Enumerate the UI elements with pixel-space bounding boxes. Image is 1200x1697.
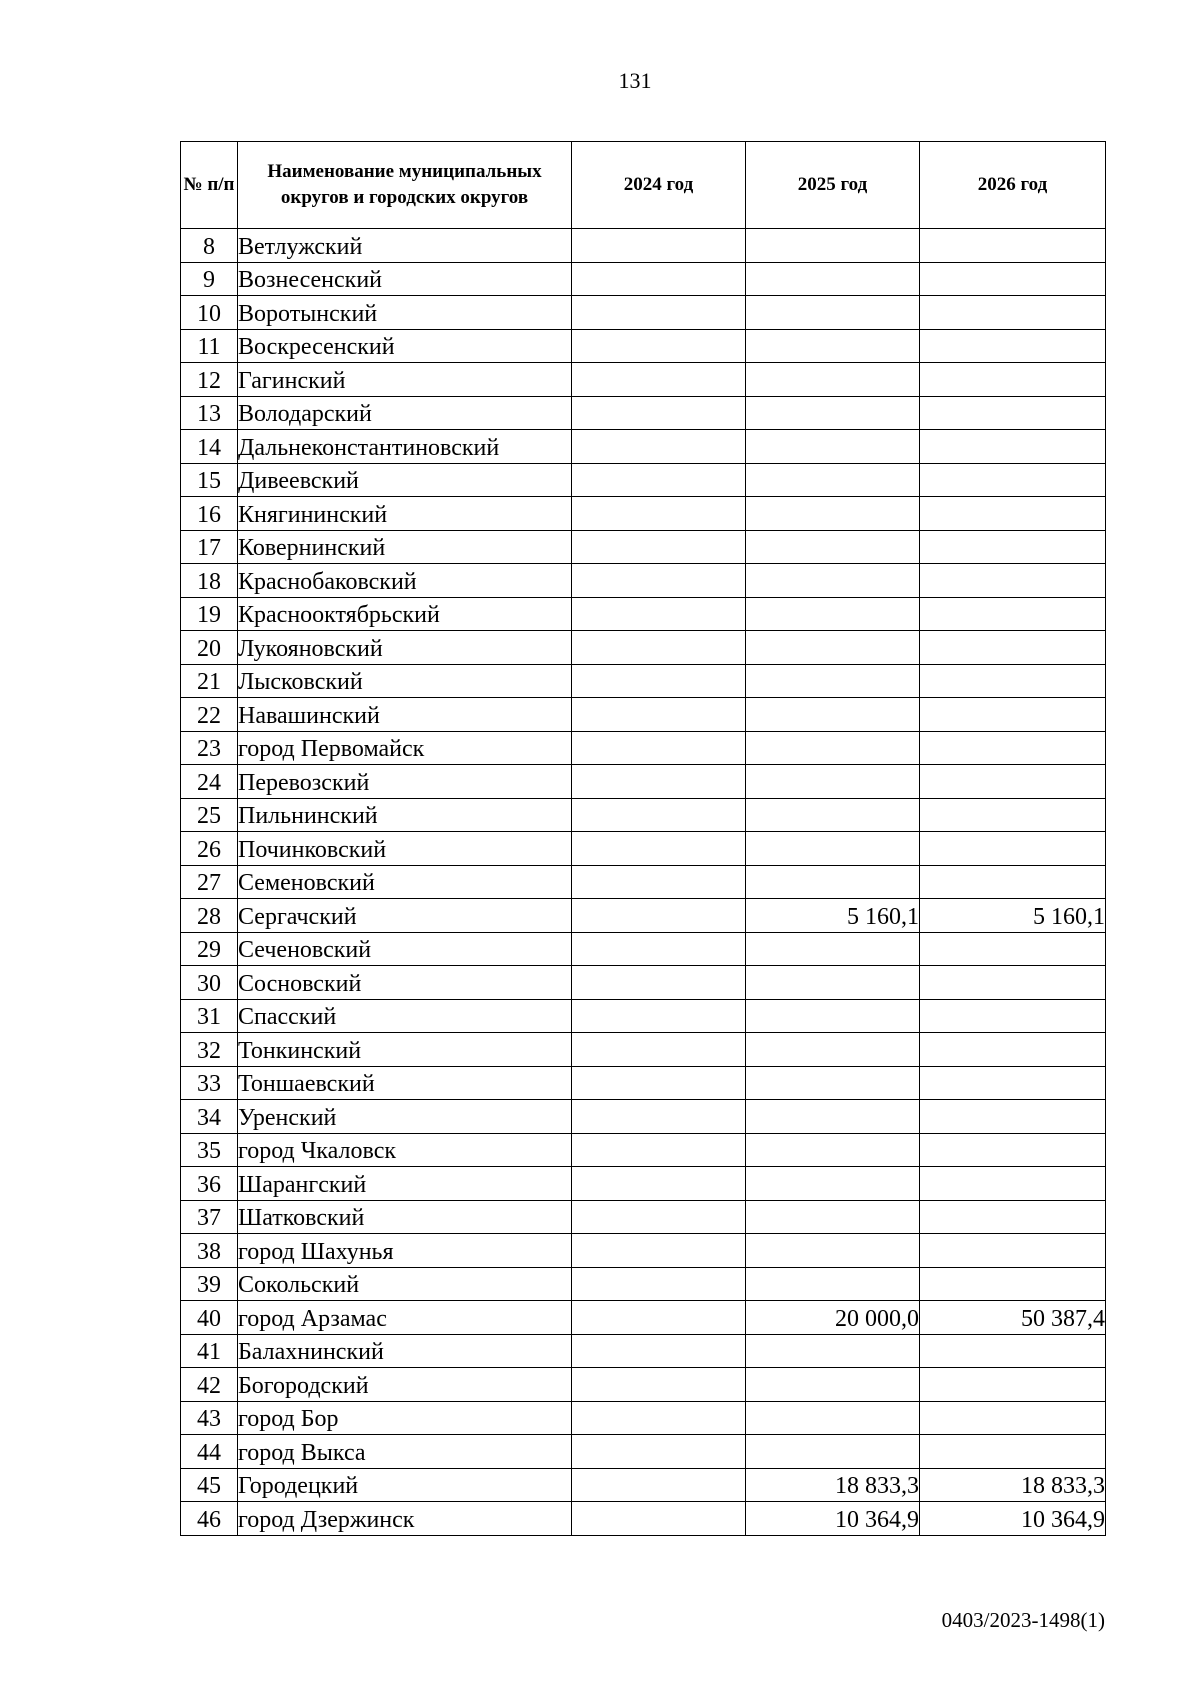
table-header-row [181, 142, 1106, 229]
value-2026 [920, 1368, 1106, 1402]
table-row [181, 1267, 1106, 1301]
value-2025 [746, 1435, 920, 1469]
row-number: 35 [181, 1133, 238, 1167]
value-2026 [920, 430, 1106, 464]
value-2026 [920, 296, 1106, 330]
value-2026 [920, 497, 1106, 531]
row-name: Володарский [238, 396, 572, 430]
row-number: 45 [181, 1468, 238, 1502]
value-2024 [572, 798, 746, 832]
row-number: 27 [181, 865, 238, 899]
table-row [181, 497, 1106, 531]
row-number: 34 [181, 1100, 238, 1134]
value-2026: 18 833,3 [920, 1468, 1106, 1502]
row-number: 33 [181, 1066, 238, 1100]
value-2026 [920, 597, 1106, 631]
value-2026 [920, 564, 1106, 598]
value-2026 [920, 1234, 1106, 1268]
row-number: 11 [181, 329, 238, 363]
row-number: 25 [181, 798, 238, 832]
value-2024 [572, 296, 746, 330]
value-2025 [746, 463, 920, 497]
value-2024 [572, 832, 746, 866]
table-row [181, 899, 1106, 933]
row-name: Гагинский [238, 363, 572, 397]
value-2024 [572, 463, 746, 497]
table-row [181, 229, 1106, 263]
row-number: 26 [181, 832, 238, 866]
row-number: 9 [181, 262, 238, 296]
table-row [181, 430, 1106, 464]
row-name: Краснобаковский [238, 564, 572, 598]
row-name: Сеченовский [238, 932, 572, 966]
value-2026 [920, 966, 1106, 1000]
row-name: Воскресенский [238, 329, 572, 363]
value-2024 [572, 1267, 746, 1301]
value-2025: 20 000,0 [746, 1301, 920, 1335]
value-2026 [920, 765, 1106, 799]
table-row [181, 1200, 1106, 1234]
row-name: Сосновский [238, 966, 572, 1000]
row-number: 32 [181, 1033, 238, 1067]
row-name: Ковернинский [238, 530, 572, 564]
row-name: Семеновский [238, 865, 572, 899]
table-row [181, 1066, 1106, 1100]
value-2026 [920, 229, 1106, 263]
row-name: Лукояновский [238, 631, 572, 665]
value-2024 [572, 430, 746, 464]
row-name: Спасский [238, 999, 572, 1033]
value-2024 [572, 1167, 746, 1201]
row-number: 37 [181, 1200, 238, 1234]
row-name: Лысковский [238, 664, 572, 698]
row-number: 44 [181, 1435, 238, 1469]
row-name: Княгининский [238, 497, 572, 531]
table-body [181, 229, 1106, 1536]
value-2024 [572, 597, 746, 631]
table-row [181, 698, 1106, 732]
row-name: город Выкса [238, 1435, 572, 1469]
value-2024 [572, 1468, 746, 1502]
row-name: город Шахунья [238, 1234, 572, 1268]
value-2025 [746, 229, 920, 263]
row-number: 36 [181, 1167, 238, 1201]
value-2025 [746, 832, 920, 866]
value-2025 [746, 731, 920, 765]
value-2026 [920, 932, 1106, 966]
value-2026 [920, 798, 1106, 832]
table-row [181, 999, 1106, 1033]
row-name: Вознесенский [238, 262, 572, 296]
value-2026 [920, 1267, 1106, 1301]
value-2024 [572, 966, 746, 1000]
row-number: 16 [181, 497, 238, 531]
value-2025 [746, 296, 920, 330]
table-row [181, 1100, 1106, 1134]
table-row [181, 1033, 1106, 1067]
row-name: Богородский [238, 1368, 572, 1402]
value-2025 [746, 1368, 920, 1402]
budget-table [180, 141, 1106, 1536]
value-2025 [746, 530, 920, 564]
value-2025 [746, 564, 920, 598]
value-2024 [572, 1133, 746, 1167]
value-2025 [746, 1401, 920, 1435]
row-name: Краснооктябрьский [238, 597, 572, 631]
value-2024 [572, 1401, 746, 1435]
value-2025 [746, 932, 920, 966]
row-number: 12 [181, 363, 238, 397]
row-number: 24 [181, 765, 238, 799]
row-name: Городецкий [238, 1468, 572, 1502]
table-row [181, 1133, 1106, 1167]
value-2024 [572, 1502, 746, 1536]
value-2025 [746, 1133, 920, 1167]
row-number: 15 [181, 463, 238, 497]
value-2024 [572, 999, 746, 1033]
table-row [181, 1468, 1106, 1502]
value-2024 [572, 1033, 746, 1067]
value-2024 [572, 363, 746, 397]
row-name: Перевозский [238, 765, 572, 799]
row-name: Тоншаевский [238, 1066, 572, 1100]
row-number: 13 [181, 396, 238, 430]
value-2024 [572, 329, 746, 363]
table-row [181, 1167, 1106, 1201]
row-number: 38 [181, 1234, 238, 1268]
value-2026 [920, 832, 1106, 866]
value-2025 [746, 1234, 920, 1268]
table-row [181, 631, 1106, 665]
value-2026 [920, 1066, 1106, 1100]
table-row [181, 564, 1106, 598]
table-row [181, 396, 1106, 430]
table-row [181, 1401, 1106, 1435]
value-2026 [920, 1133, 1106, 1167]
value-2025 [746, 966, 920, 1000]
value-2025 [746, 497, 920, 531]
value-2024 [572, 865, 746, 899]
row-number: 46 [181, 1502, 238, 1536]
value-2024 [572, 530, 746, 564]
row-number: 17 [181, 530, 238, 564]
table-row [181, 798, 1106, 832]
value-2025 [746, 798, 920, 832]
table-row [181, 329, 1106, 363]
row-number: 30 [181, 966, 238, 1000]
value-2024 [572, 262, 746, 296]
value-2026 [920, 1435, 1106, 1469]
table-row [181, 363, 1106, 397]
table-row [181, 731, 1106, 765]
row-number: 41 [181, 1334, 238, 1368]
table-row [181, 1234, 1106, 1268]
value-2025 [746, 664, 920, 698]
value-2025 [746, 1066, 920, 1100]
value-2024 [572, 1234, 746, 1268]
value-2025 [746, 597, 920, 631]
value-2026 [920, 1334, 1106, 1368]
value-2025: 5 160,1 [746, 899, 920, 933]
value-2024 [572, 698, 746, 732]
value-2026 [920, 530, 1106, 564]
row-name: город Дзержинск [238, 1502, 572, 1536]
row-name: город Первомайск [238, 731, 572, 765]
value-2024 [572, 731, 746, 765]
row-name: Дальнеконстантиновский [238, 430, 572, 464]
header-name: Наименование муниципальных округов и городских округов [238, 142, 572, 229]
row-number: 14 [181, 430, 238, 464]
document-code: 0403/2023-1498(1) [941, 1608, 1105, 1632]
value-2026 [920, 865, 1106, 899]
header-num: № п/п [181, 142, 238, 229]
value-2025 [746, 999, 920, 1033]
row-name: Тонкинский [238, 1033, 572, 1067]
value-2026 [920, 1100, 1106, 1134]
table-row [181, 1502, 1106, 1536]
row-name: Воротынский [238, 296, 572, 330]
row-name: Навашинский [238, 698, 572, 732]
row-name: Балахнинский [238, 1334, 572, 1368]
row-name: Шарангский [238, 1167, 572, 1201]
row-name: город Бор [238, 1401, 572, 1435]
value-2026 [920, 1401, 1106, 1435]
row-number: 29 [181, 932, 238, 966]
row-name: Уренский [238, 1100, 572, 1134]
table-row [181, 932, 1106, 966]
row-number: 21 [181, 664, 238, 698]
row-name: город Чкаловск [238, 1133, 572, 1167]
value-2025 [746, 430, 920, 464]
value-2026: 50 387,4 [920, 1301, 1106, 1335]
value-2025 [746, 396, 920, 430]
value-2025 [746, 765, 920, 799]
value-2025 [746, 1334, 920, 1368]
row-number: 8 [181, 229, 238, 263]
value-2024 [572, 1368, 746, 1402]
header-2024: 2024 год [572, 142, 746, 229]
value-2026 [920, 396, 1106, 430]
value-2024 [572, 899, 746, 933]
row-number: 20 [181, 631, 238, 665]
table-row [181, 832, 1106, 866]
header-2026: 2026 год [920, 142, 1106, 229]
table-row [181, 1301, 1106, 1335]
row-name: Дивеевский [238, 463, 572, 497]
value-2024 [572, 229, 746, 263]
value-2026: 5 160,1 [920, 899, 1106, 933]
value-2026 [920, 664, 1106, 698]
header-2025: 2025 год [746, 142, 920, 229]
value-2025 [746, 329, 920, 363]
row-number: 19 [181, 597, 238, 631]
table-row [181, 1368, 1106, 1402]
value-2026 [920, 1200, 1106, 1234]
row-number: 40 [181, 1301, 238, 1335]
value-2026 [920, 262, 1106, 296]
row-name: Шатковский [238, 1200, 572, 1234]
value-2025 [746, 1100, 920, 1134]
value-2025 [746, 698, 920, 732]
value-2026 [920, 1033, 1106, 1067]
value-2024 [572, 1066, 746, 1100]
row-name: Починковский [238, 832, 572, 866]
value-2025: 10 364,9 [746, 1502, 920, 1536]
row-number: 31 [181, 999, 238, 1033]
value-2026 [920, 363, 1106, 397]
value-2024 [572, 396, 746, 430]
table-row [181, 664, 1106, 698]
table-row [181, 865, 1106, 899]
value-2025 [746, 363, 920, 397]
value-2025 [746, 631, 920, 665]
table-row [181, 1334, 1106, 1368]
row-number: 42 [181, 1368, 238, 1402]
row-number: 43 [181, 1401, 238, 1435]
row-name: Ветлужский [238, 229, 572, 263]
value-2025 [746, 1267, 920, 1301]
value-2026 [920, 329, 1106, 363]
value-2024 [572, 932, 746, 966]
table-row [181, 597, 1106, 631]
row-number: 39 [181, 1267, 238, 1301]
value-2026 [920, 731, 1106, 765]
row-name: Пильнинский [238, 798, 572, 832]
value-2025 [746, 1167, 920, 1201]
table-row [181, 262, 1106, 296]
row-name: Сокольский [238, 1267, 572, 1301]
value-2026 [920, 463, 1106, 497]
value-2024 [572, 1435, 746, 1469]
row-number: 28 [181, 899, 238, 933]
value-2024 [572, 631, 746, 665]
value-2025 [746, 262, 920, 296]
table-row [181, 1435, 1106, 1469]
value-2026 [920, 1167, 1106, 1201]
value-2024 [572, 564, 746, 598]
value-2026 [920, 698, 1106, 732]
table-row [181, 966, 1106, 1000]
value-2025 [746, 1200, 920, 1234]
value-2024 [572, 1200, 746, 1234]
value-2024 [572, 1100, 746, 1134]
value-2024 [572, 664, 746, 698]
row-number: 22 [181, 698, 238, 732]
row-name: город Арзамас [238, 1301, 572, 1335]
value-2025 [746, 865, 920, 899]
row-number: 10 [181, 296, 238, 330]
value-2025: 18 833,3 [746, 1468, 920, 1502]
table-row [181, 765, 1106, 799]
page-number: 131 [618, 68, 652, 93]
value-2026: 10 364,9 [920, 1502, 1106, 1536]
table-row [181, 296, 1106, 330]
row-number: 23 [181, 731, 238, 765]
value-2025 [746, 1033, 920, 1067]
row-number: 18 [181, 564, 238, 598]
value-2024 [572, 765, 746, 799]
value-2026 [920, 999, 1106, 1033]
value-2024 [572, 497, 746, 531]
value-2026 [920, 631, 1106, 665]
value-2024 [572, 1301, 746, 1335]
row-name: Сергачский [238, 899, 572, 933]
value-2024 [572, 1334, 746, 1368]
table-row [181, 530, 1106, 564]
table-row [181, 463, 1106, 497]
